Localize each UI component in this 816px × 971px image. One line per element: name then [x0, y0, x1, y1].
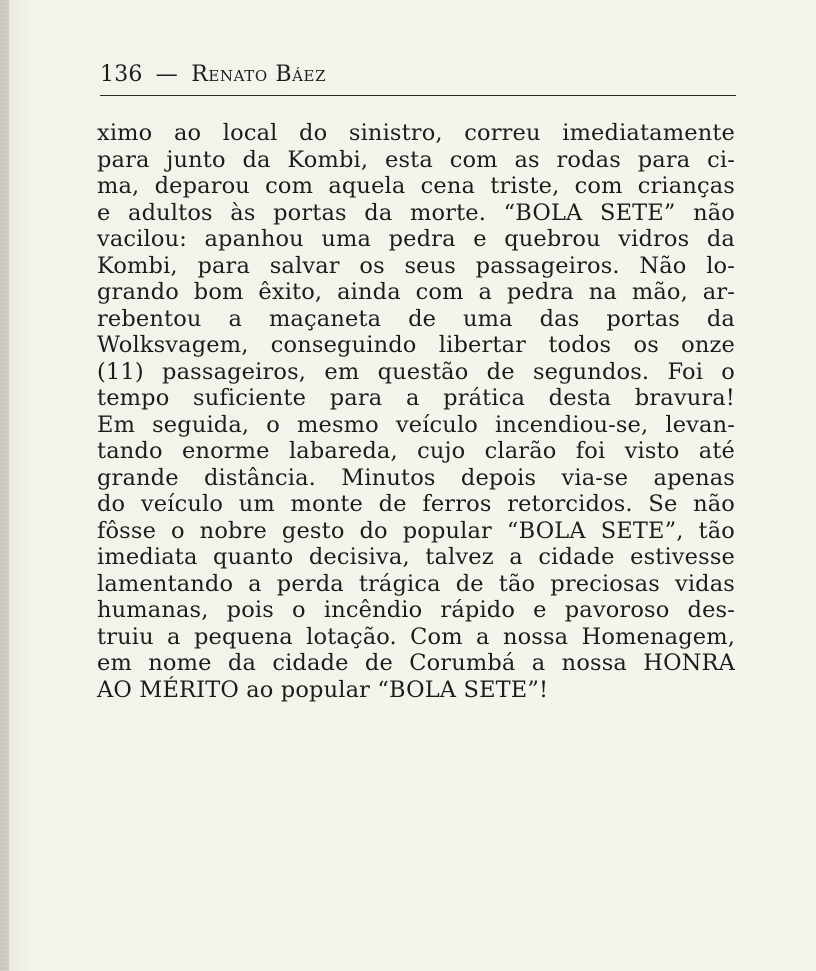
- text-line: Wolksvagem, conseguindo libertar todos os onze: [97, 332, 735, 358]
- text-line: grando bom êxito, ainda com a pedra na mão, ar-: [97, 279, 735, 305]
- text-line: tempo suficiente para a prática desta bravura!: [97, 385, 735, 411]
- running-header: [100, 62, 736, 87]
- text-line: grande distância. Minutos depois via-se apenas: [97, 464, 735, 491]
- text-line: para junto da Kombi, esta com as rodas para ci-: [97, 146, 735, 173]
- text-line: Em seguida, o mesmo veículo incendiou-se, levan-: [97, 411, 735, 438]
- text-line: imediata quanto decisiva, talvez a cidade estivesse: [97, 544, 735, 570]
- text-line: humanas, pois o incêndio rápido e pavoroso des-: [97, 597, 735, 623]
- text-line: ximo ao local do sinistro, correu imediatamente: [97, 120, 735, 146]
- header-rule: [100, 95, 736, 96]
- text-line: fôsse o nobre gesto do popular “BOLA SETE”, tão: [97, 517, 735, 544]
- text-line: em nome da cidade de Corumbá a nossa HONRA: [97, 650, 735, 676]
- text-line: (11) passageiros, em questão de segundos. Foi o: [97, 358, 735, 385]
- body-text: [97, 120, 735, 703]
- text-line: rebentou a maçaneta de uma das portas da: [97, 305, 735, 332]
- page-number: 136: [100, 62, 143, 87]
- text-line: truiu a pequena lotação. Com a nossa Homenagem,: [97, 623, 735, 650]
- page-gutter-shadow: [0, 0, 9, 971]
- text-line: Kombi, para salvar os seus passageiros. Não lo-: [97, 252, 735, 279]
- text-line: ma, deparou com aquela cena triste, com crianças: [97, 173, 735, 199]
- text-line: e adultos às portas da morte. “BOLA SETE” não: [97, 199, 735, 226]
- text-line: lamentando a perda trágica de tão preciosas vidas: [97, 570, 735, 597]
- text-line: AO MÉRITO ao popular “BOLA SETE”!: [97, 676, 549, 703]
- text-line: vacilou: apanhou uma pedra e quebrou vidros da: [97, 226, 735, 252]
- header-separator: —: [155, 62, 178, 87]
- text-line: tando enorme labareda, cujo clarão foi visto até: [97, 438, 735, 464]
- header-author: Renato Báez: [191, 62, 327, 87]
- text-line: do veículo um monte de ferros retorcidos. Se não: [97, 491, 735, 517]
